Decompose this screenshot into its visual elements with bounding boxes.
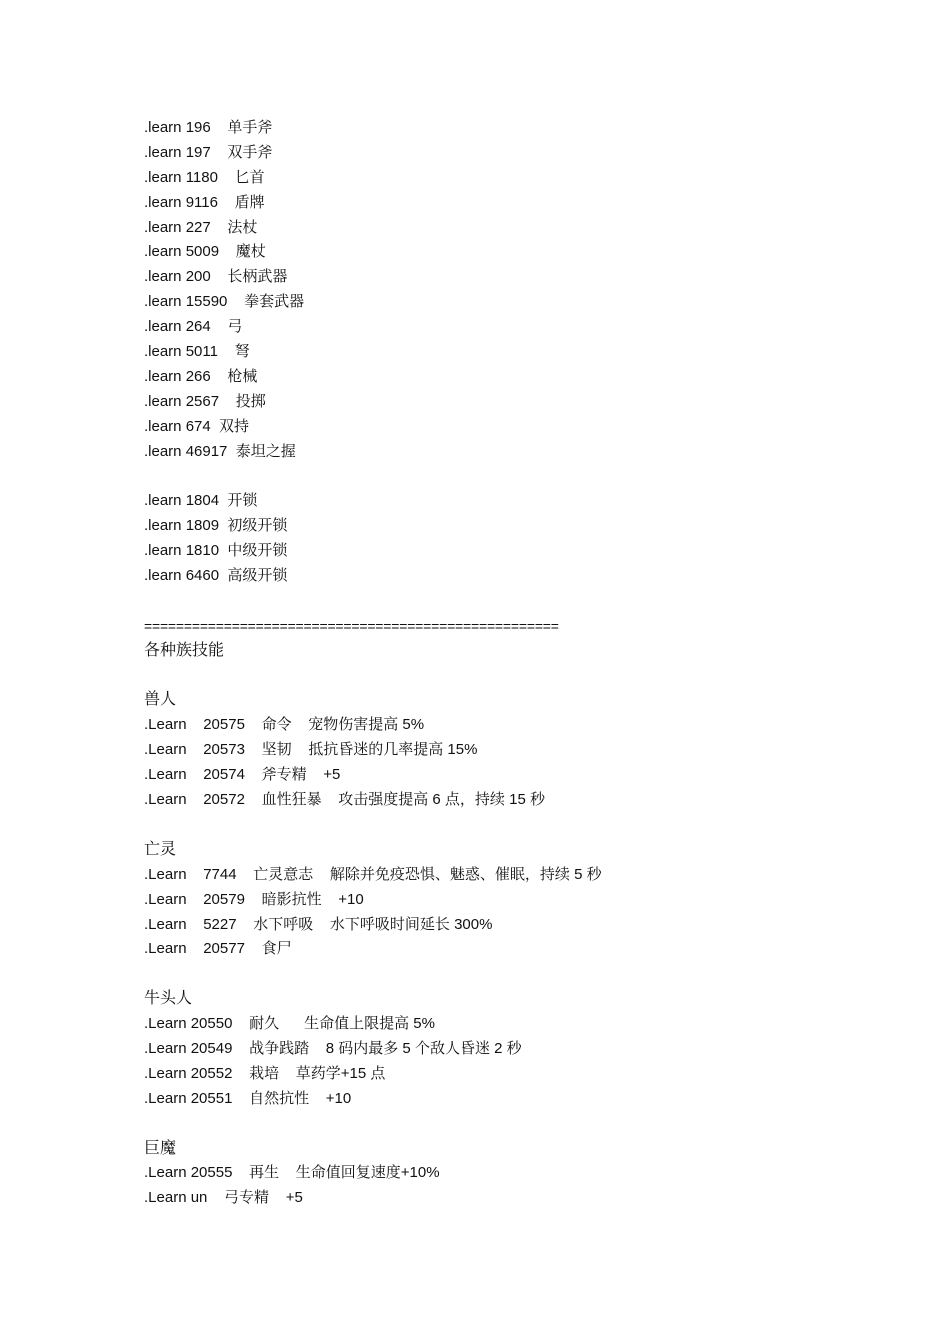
weapon-skill-line: .learn 1180 匕首 xyxy=(144,168,265,186)
race-title: 亡灵 xyxy=(144,840,177,858)
weapon-skill-line: .learn 197 双手斧 xyxy=(144,143,273,161)
weapon-skill-line: .learn 266 枪械 xyxy=(144,367,258,385)
race-skill-line: .Learn 20549 战争践踏 8 码内最多 5 个敌人昏迷 2 秒 xyxy=(144,1039,522,1057)
weapon-skill-line: .learn 200 长柄武器 xyxy=(144,268,288,286)
race-section-undead xyxy=(144,838,844,962)
race-skill-line: .Learn 7744 亡灵意志 解除并免疫恐惧、魅惑、催眠，持续 5 秒 xyxy=(144,865,602,883)
blank-line xyxy=(144,464,844,489)
blank-line xyxy=(144,664,844,689)
weapon-skill-line: .learn 196 单手斧 xyxy=(144,119,273,136)
race-skill-line: .Learn 20573 坚韧 抵抗昏迷的几率提高 15% xyxy=(144,741,478,759)
race-skill-line: .Learn 20574 斧专精 +5 xyxy=(144,766,341,784)
blank-line xyxy=(144,813,844,838)
lockpick-skill-line: .learn 1810 中级开锁 xyxy=(144,542,288,560)
lockpick-skill-list xyxy=(144,489,844,589)
section-title: 各种族技能 xyxy=(144,641,225,659)
lockpick-skill-line: .learn 1809 初级开锁 xyxy=(144,517,288,535)
race-skill-line: .Learn 20575 命令 宠物伤害提高 5% xyxy=(144,716,425,734)
race-section-orc xyxy=(144,688,844,812)
race-skill-line: .Learn un 弓专精 +5 xyxy=(144,1189,303,1207)
race-skill-line: .Learn 20579 暗影抗性 +10 xyxy=(144,890,364,908)
race-section-tauren xyxy=(144,987,844,1111)
weapon-skill-line: .learn 264 弓 xyxy=(144,318,243,336)
race-skill-line: .Learn 5227 水下呼吸 水下呼吸时间延长 300% xyxy=(144,915,493,933)
race-skill-line: .Learn 20551 自然抗性 +10 xyxy=(144,1089,352,1107)
weapon-skill-line: .learn 46917 泰坦之握 xyxy=(144,442,296,460)
race-title: 巨魔 xyxy=(144,1139,177,1157)
weapon-skill-line: .learn 9116 盾牌 xyxy=(144,193,265,211)
weapon-skill-line: .learn 2567 投掷 xyxy=(144,392,266,410)
race-title: 牛头人 xyxy=(144,990,193,1008)
weapon-skill-line: .learn 5009 魔杖 xyxy=(144,243,266,261)
race-skill-line: .Learn 20552 栽培 草药学+15 点 xyxy=(144,1064,386,1082)
blank-line xyxy=(144,962,844,987)
weapon-skill-line: .learn 674 双持 xyxy=(144,417,250,435)
lockpick-skill-line: .learn 1804 开锁 xyxy=(144,492,258,510)
race-skill-line: .Learn 20555 再生 生命值回复速度+10% xyxy=(144,1164,440,1182)
race-skill-line: .Learn 20550 耐久 生命值上限提高 5% xyxy=(144,1015,435,1033)
weapon-skill-line: .learn 15590 拳套武器 xyxy=(144,293,305,311)
weapon-skill-line: .learn 5011 弩 xyxy=(144,343,250,361)
race-section-troll xyxy=(144,1137,844,1212)
race-skill-line: .Learn 20572 血性狂暴 攻击强度提高 6 点，持续 15 秒 xyxy=(144,791,545,809)
lockpick-skill-line: .learn 6460 高级开锁 xyxy=(144,567,288,585)
weapon-skill-line: .learn 227 法杖 xyxy=(144,218,258,236)
blank-line xyxy=(144,1112,844,1137)
document-page xyxy=(144,116,844,1211)
race-skill-line: .Learn 20577 食尸 xyxy=(144,940,292,958)
blank-line xyxy=(144,589,844,614)
weapon-skill-list xyxy=(144,116,844,464)
divider-line: ==================================================== xyxy=(144,617,559,634)
race-title: 兽人 xyxy=(144,691,177,709)
